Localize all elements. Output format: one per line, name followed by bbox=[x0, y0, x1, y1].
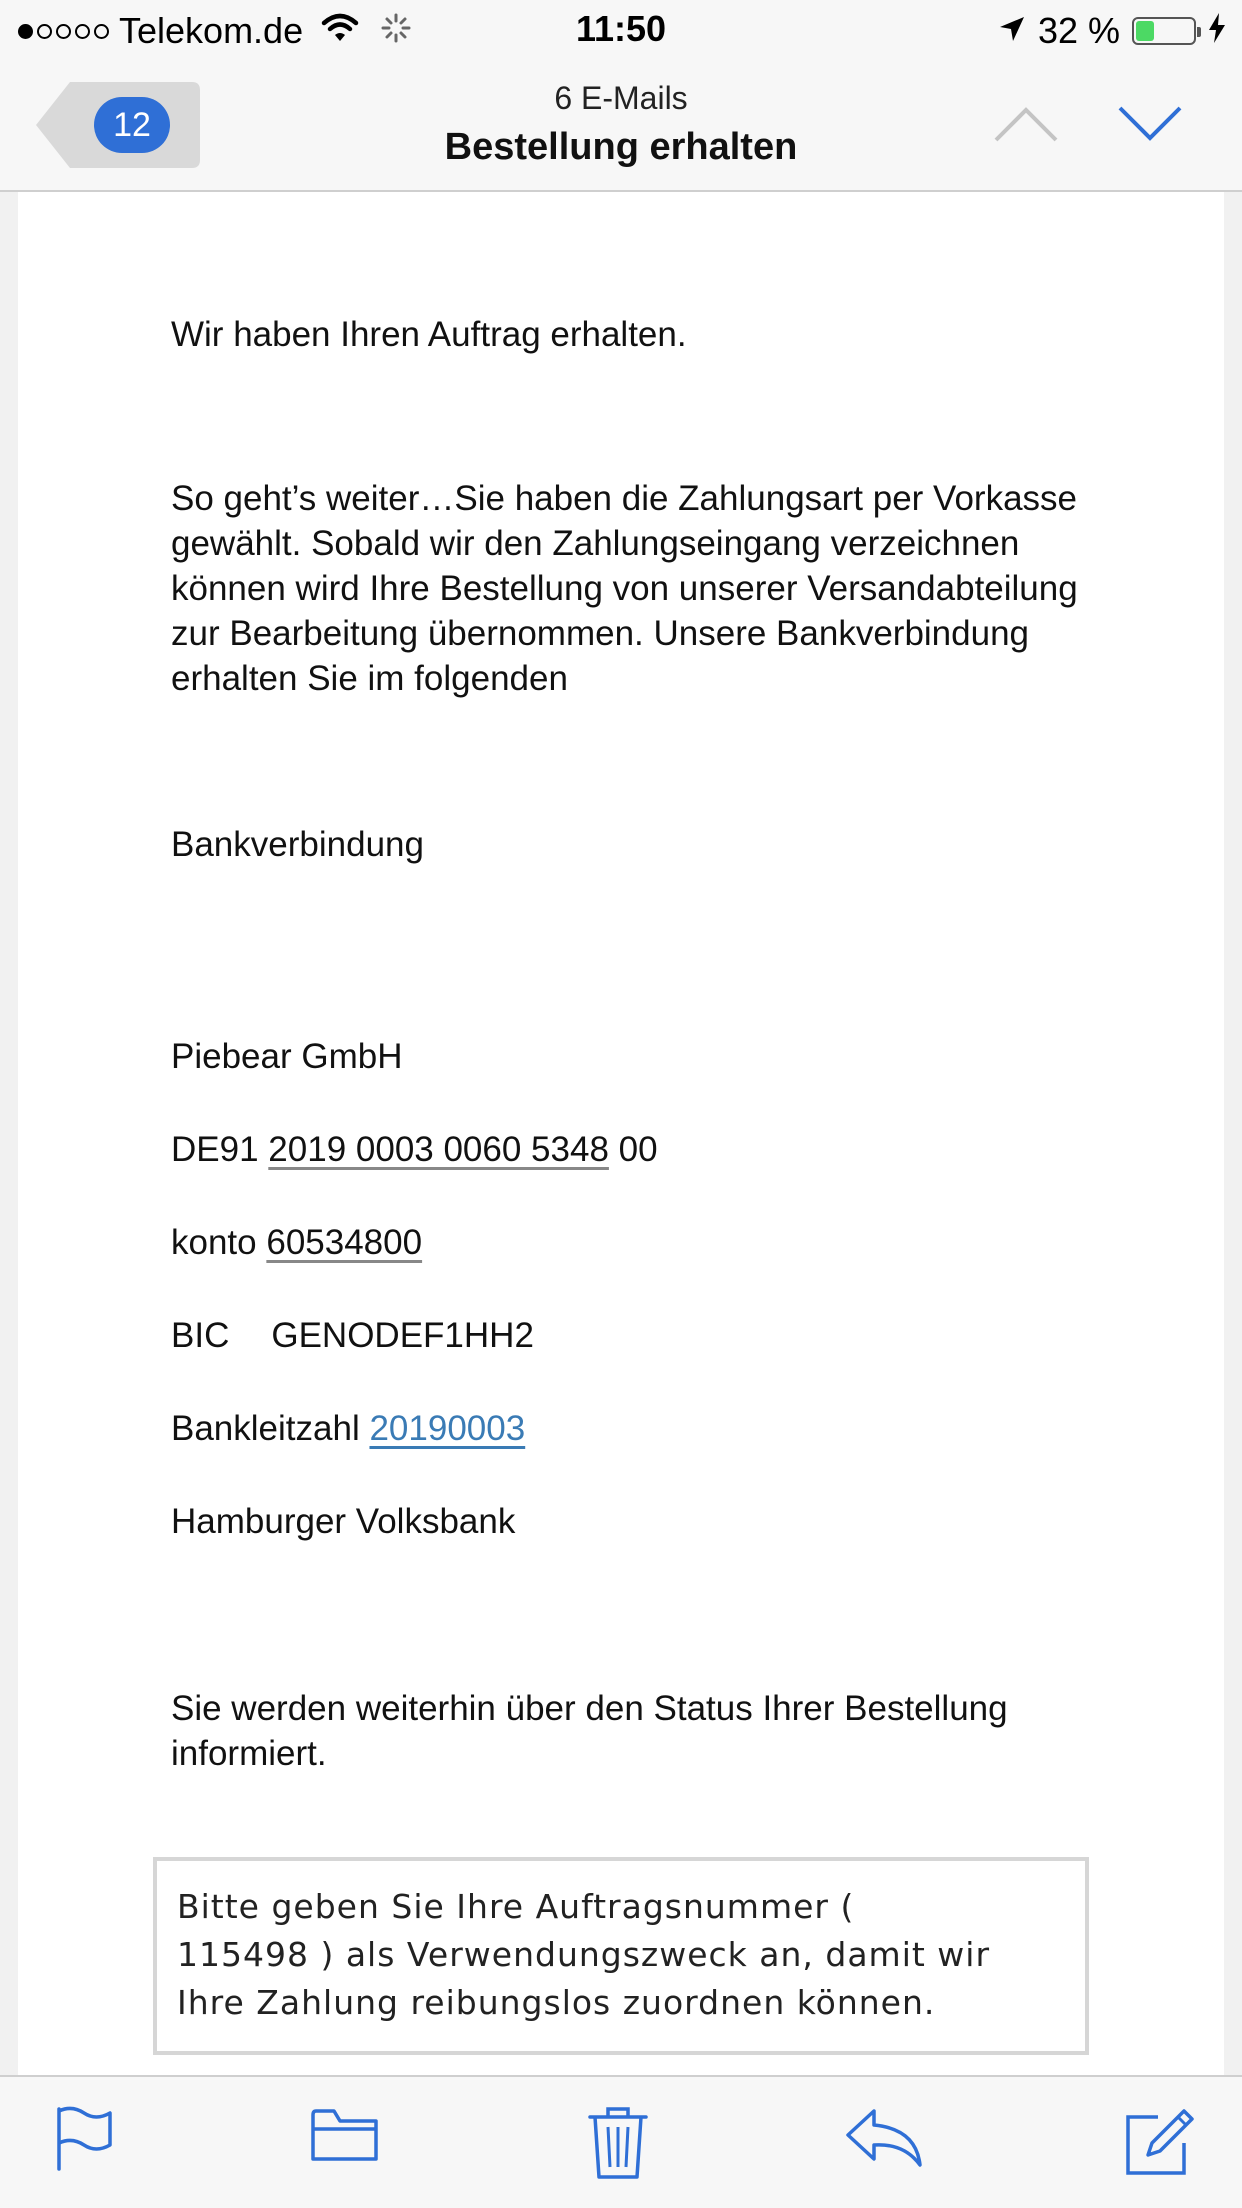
folder-icon[interactable] bbox=[310, 2105, 380, 2170]
iban-number[interactable]: 2019 0003 0060 5348 bbox=[268, 1130, 609, 1169]
charging-bolt-icon bbox=[1208, 10, 1226, 52]
bank-heading: Bankverbindung bbox=[171, 825, 424, 864]
paragraph-line: So geht’s weiter…Sie haben die Zahlungsart per Vorkasse bbox=[171, 479, 1078, 518]
previous-message-chevron-up-icon[interactable] bbox=[994, 104, 1058, 149]
carrier-name: Telekom.de bbox=[119, 10, 304, 51]
note-line: Ihre Zahlung reibungslos zuordnen können. bbox=[177, 1983, 936, 2022]
paragraph-line: Sie werden weiterhin über den Status Ihrer Bestellung bbox=[171, 1689, 1008, 1728]
flag-icon[interactable] bbox=[54, 2105, 114, 2178]
bottom-toolbar bbox=[0, 2075, 1242, 2208]
email-body bbox=[18, 192, 1224, 2075]
iban-prefix: DE91 bbox=[171, 1130, 259, 1169]
battery-level-fill bbox=[1136, 21, 1154, 41]
next-message-chevron-down-icon[interactable] bbox=[1118, 104, 1182, 149]
paragraph-line: erhalten Sie im folgenden bbox=[171, 659, 568, 698]
paragraph-line: zur Bearbeitung übernommen. Unsere Bankverbindung bbox=[171, 614, 1030, 653]
payment-info-paragraph bbox=[171, 476, 1078, 701]
paragraph-line: gewählt. Sobald wir den Zahlungseingang verzeichnen bbox=[171, 524, 1020, 563]
trash-icon[interactable] bbox=[586, 2105, 650, 2186]
company-name: Piebear GmbH bbox=[171, 1037, 403, 1076]
paragraph-line: können wird Ihre Bestellung von unserer Versandabteilung bbox=[171, 569, 1078, 608]
mail-navigation-bar bbox=[0, 62, 1242, 192]
bic-label: BIC bbox=[171, 1316, 230, 1355]
message-count: 6 E-Mails bbox=[554, 80, 688, 116]
note-line: Bitte geben Sie Ihre Auftragsnummer ( bbox=[177, 1887, 855, 1926]
iban-suffix: 00 bbox=[618, 1130, 658, 1169]
intro-text: Wir haben Ihren Auftrag erhalten. bbox=[171, 315, 687, 354]
konto-number[interactable]: 60534800 bbox=[266, 1223, 423, 1262]
status-info-paragraph bbox=[171, 1686, 1008, 1776]
konto-line bbox=[171, 1220, 422, 1265]
paragraph-line: informiert. bbox=[171, 1734, 327, 1773]
bic-line bbox=[171, 1313, 534, 1358]
iban-line bbox=[171, 1127, 658, 1172]
blz-label: Bankleitzahl bbox=[171, 1409, 360, 1448]
bank-name: Hamburger Volksbank bbox=[171, 1502, 516, 1541]
location-arrow-icon bbox=[998, 10, 1026, 52]
unread-count-badge: 12 bbox=[94, 97, 170, 153]
mail-subject-title: Bestellung erhalten bbox=[444, 126, 798, 168]
blz-link[interactable]: 20190003 bbox=[369, 1409, 526, 1448]
battery-icon bbox=[1132, 17, 1196, 45]
battery-percent: 32 % bbox=[1037, 10, 1120, 51]
bic-value: GENODEF1HH2 bbox=[271, 1316, 534, 1355]
status-right bbox=[998, 8, 1226, 54]
note-line: 115498 ) als Verwendungszweck an, damit wir bbox=[177, 1935, 991, 1974]
order-number-note-box bbox=[153, 1857, 1089, 2055]
reply-icon[interactable] bbox=[844, 2105, 924, 2174]
konto-label: konto bbox=[171, 1223, 257, 1262]
status-bar bbox=[0, 0, 1242, 62]
blz-line bbox=[171, 1406, 525, 1451]
status-time: 11:50 bbox=[575, 8, 667, 49]
compose-icon[interactable] bbox=[1124, 2105, 1196, 2182]
